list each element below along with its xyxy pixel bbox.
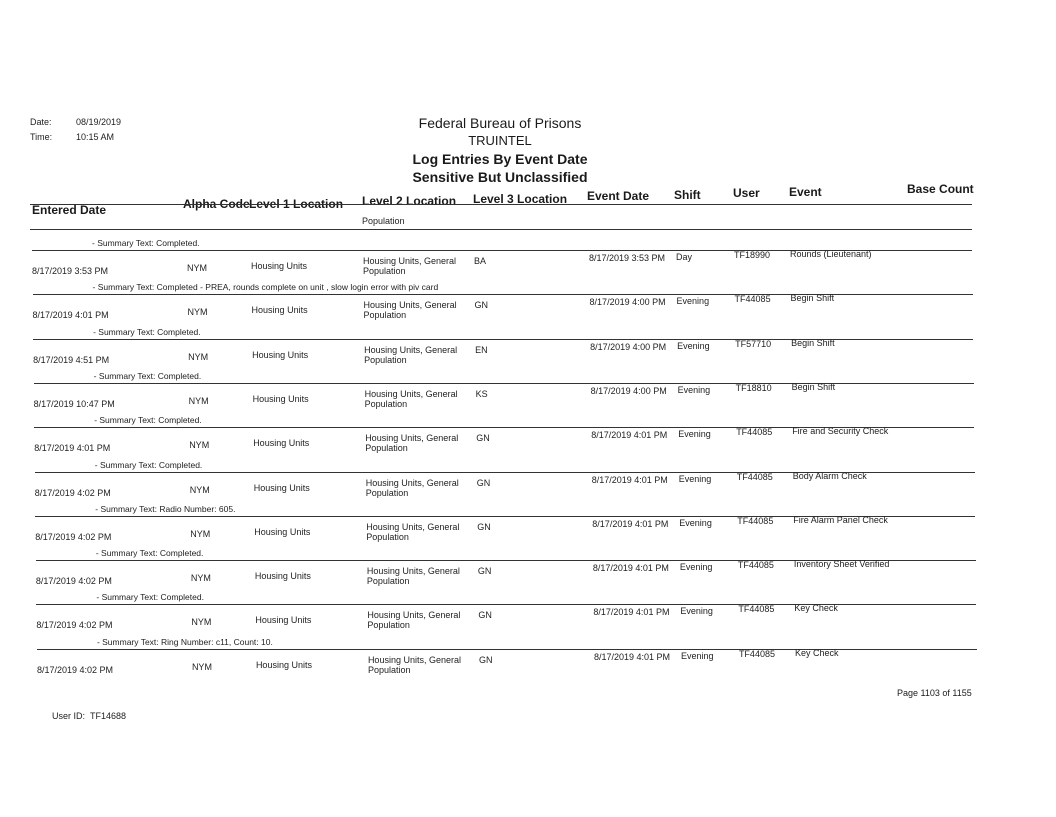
print-date-label: Date: bbox=[30, 117, 52, 127]
carryover-population: Population bbox=[362, 216, 405, 226]
print-date-value: 08/19/2019 bbox=[76, 117, 122, 127]
shift-cell: Evening bbox=[677, 384, 711, 395]
user-cell: TF44085 bbox=[738, 604, 775, 615]
entered-date-cell: 8/17/2019 4:51 PM bbox=[33, 354, 110, 365]
user-id-label: User ID: bbox=[52, 711, 86, 721]
title-agency: Federal Bureau of Prisons bbox=[418, 115, 582, 131]
summary-text: - Summary Text: Completed. bbox=[94, 459, 203, 470]
level3-cell: GN bbox=[474, 300, 489, 311]
summary-text: - Summary Text: Completed. bbox=[93, 370, 202, 381]
summary-text: - Summary Text: Completed. bbox=[95, 548, 204, 559]
level3-cell: GN bbox=[478, 610, 492, 621]
level1-cell: Housing Units bbox=[251, 261, 308, 271]
level1-cell: Housing Units bbox=[254, 571, 311, 582]
col-entered-date: Entered Date bbox=[32, 203, 107, 217]
level2-cell: Housing Units, General Population bbox=[365, 433, 459, 454]
shift-cell: Evening bbox=[680, 606, 713, 617]
user-cell: TF44085 bbox=[736, 471, 773, 482]
level2-cell: Housing Units, General Population bbox=[366, 566, 460, 587]
entered-date-cell: 8/17/2019 4:02 PM bbox=[36, 664, 113, 675]
header-rule bbox=[30, 204, 972, 205]
event-date-cell: 8/17/2019 4:01 PM bbox=[593, 607, 670, 618]
print-date bbox=[30, 117, 121, 127]
event-cell: Inventory Sheet Verified bbox=[793, 559, 890, 570]
shift-cell: Evening bbox=[678, 429, 711, 440]
level3-cell: GN bbox=[476, 433, 490, 444]
event-date-cell: 8/17/2019 3:53 PM bbox=[589, 253, 666, 263]
col-user: User bbox=[733, 186, 760, 200]
entered-date-cell: 8/17/2019 4:01 PM bbox=[34, 443, 111, 454]
event-cell: Fire and Security Check bbox=[792, 426, 889, 437]
event-cell: Begin Shift bbox=[791, 381, 836, 392]
alpha-code-cell: NYM bbox=[187, 307, 208, 318]
title-system: TRUINTEL bbox=[468, 133, 532, 148]
event-date-cell: 8/17/2019 4:00 PM bbox=[590, 385, 667, 396]
summary-text: - Summary Text: Ring Number: c11, Count: 10. bbox=[96, 636, 273, 647]
event-cell: Rounds (Lieutenant) bbox=[790, 249, 872, 259]
level3-cell: GN bbox=[477, 521, 491, 532]
level2-cell: Housing Units, General Population bbox=[365, 477, 459, 498]
event-date-cell: 8/17/2019 4:01 PM bbox=[591, 430, 668, 441]
print-time bbox=[30, 132, 114, 142]
col-alpha-code: Alpha Code bbox=[183, 197, 250, 211]
user-id-value: TF14688 bbox=[90, 711, 127, 721]
col-event: Event bbox=[789, 185, 822, 199]
event-cell: Key Check bbox=[794, 603, 838, 614]
level2-cell: Housing Units, General Population bbox=[367, 654, 461, 675]
event-cell: Key Check bbox=[794, 647, 839, 658]
shift-cell: Evening bbox=[680, 650, 714, 661]
event-date-cell: 8/17/2019 4:01 PM bbox=[592, 563, 669, 574]
level2-cell: Housing Units, General Population bbox=[366, 521, 460, 542]
user-cell: TF18810 bbox=[735, 382, 772, 393]
shift-cell: Evening bbox=[679, 562, 713, 573]
col-level1: Level 1 Location bbox=[249, 197, 344, 211]
entered-date-cell: 8/17/2019 4:02 PM bbox=[36, 620, 113, 631]
title-classification: Sensitive But Unclassified bbox=[412, 169, 588, 185]
col-level3: Level 3 Location bbox=[473, 192, 568, 206]
event-date-cell: 8/17/2019 4:01 PM bbox=[593, 651, 670, 662]
alpha-code-cell: NYM bbox=[190, 528, 211, 539]
level1-cell: Housing Units bbox=[255, 615, 312, 626]
level2-cell: Housing Units, General Population bbox=[363, 300, 457, 321]
event-cell: Begin Shift bbox=[791, 337, 835, 348]
level3-cell: GN bbox=[477, 566, 492, 577]
shift-cell: Evening bbox=[678, 473, 712, 484]
entered-date-cell: 8/17/2019 3:53 PM bbox=[32, 266, 109, 276]
level3-cell: KS bbox=[475, 388, 488, 399]
shift-cell: Evening bbox=[677, 340, 710, 351]
event-date-cell: 8/17/2019 4:00 PM bbox=[589, 297, 666, 308]
level1-cell: Housing Units bbox=[252, 349, 309, 360]
level2-cell: Housing Units, General Population bbox=[367, 610, 461, 631]
user-cell: TF18990 bbox=[734, 250, 771, 260]
title-report: Log Entries By Event Date bbox=[412, 151, 588, 167]
user-cell: TF44085 bbox=[738, 648, 775, 659]
shift-cell: Day bbox=[676, 252, 693, 262]
alpha-code-cell: NYM bbox=[191, 617, 212, 628]
level1-cell: Housing Units bbox=[254, 526, 311, 537]
shift-cell: Evening bbox=[679, 517, 712, 528]
user-cell: TF44085 bbox=[736, 427, 773, 438]
user-cell: TF44085 bbox=[734, 294, 771, 305]
alpha-code-cell: NYM bbox=[188, 395, 209, 406]
print-time-label: Time: bbox=[30, 132, 53, 142]
summary-text: - Summary Text: Completed. bbox=[96, 592, 204, 603]
user-cell: TF44085 bbox=[737, 560, 774, 571]
summary-text: - Summary Text: Completed. bbox=[93, 326, 201, 337]
event-cell: Fire Alarm Panel Check bbox=[793, 514, 888, 525]
level3-cell: GN bbox=[476, 477, 491, 488]
summary-text: - Summary Text: Completed - PREA, rounds complete on unit , slow login error with piv card bbox=[92, 282, 439, 293]
level1-cell: Housing Units bbox=[252, 393, 309, 404]
alpha-code-cell: NYM bbox=[189, 440, 210, 451]
entered-date-cell: 8/17/2019 4:02 PM bbox=[35, 576, 112, 587]
user-cell: TF57710 bbox=[735, 338, 772, 349]
col-shift: Shift bbox=[674, 188, 701, 202]
level1-cell: Housing Units bbox=[255, 659, 312, 670]
entered-date-cell: 8/17/2019 4:02 PM bbox=[35, 531, 112, 542]
event-date-cell: 8/17/2019 4:01 PM bbox=[592, 518, 669, 529]
alpha-code-cell: NYM bbox=[187, 263, 207, 273]
summary-text: - Summary Text: Completed. bbox=[94, 415, 202, 426]
col-event-date: Event Date bbox=[587, 189, 650, 203]
user-cell: TF44085 bbox=[737, 515, 774, 526]
level1-cell: Housing Units bbox=[253, 482, 310, 493]
summary-text: - Summary Text: Radio Number: 605. bbox=[95, 503, 236, 514]
level3-cell: GN bbox=[478, 654, 493, 665]
col-level2: Level 2 Location bbox=[362, 194, 457, 208]
user-id bbox=[52, 711, 126, 721]
col-base-count: Base Count bbox=[907, 182, 974, 196]
event-date-cell: 8/17/2019 4:00 PM bbox=[590, 341, 667, 352]
level2-cell: Housing Units, General Population bbox=[363, 256, 457, 276]
page-number: Page 1103 of 1155 bbox=[897, 688, 972, 698]
alpha-code-cell: NYM bbox=[191, 661, 212, 672]
summary-text: - Summary Text: Completed. bbox=[92, 238, 200, 248]
level1-cell: Housing Units bbox=[251, 305, 308, 316]
carryover-rule bbox=[30, 229, 972, 230]
shift-cell: Evening bbox=[676, 296, 710, 307]
event-date-cell: 8/17/2019 4:01 PM bbox=[591, 474, 668, 485]
level3-cell: EN bbox=[475, 344, 488, 355]
level2-cell: Housing Units, General Population bbox=[364, 344, 458, 365]
level1-cell: Housing Units bbox=[253, 438, 310, 449]
event-cell: Body Alarm Check bbox=[792, 470, 867, 481]
entered-date-cell: 8/17/2019 10:47 PM bbox=[33, 398, 115, 409]
entered-date-cell: 8/17/2019 4:01 PM bbox=[32, 310, 109, 321]
level2-cell: Housing Units, General Population bbox=[364, 388, 458, 409]
alpha-code-cell: NYM bbox=[190, 573, 211, 584]
entered-date-cell: 8/17/2019 4:02 PM bbox=[34, 487, 111, 498]
print-time-value: 10:15 AM bbox=[76, 132, 115, 142]
event-cell: Begin Shift bbox=[790, 293, 835, 304]
alpha-code-cell: NYM bbox=[188, 351, 209, 362]
alpha-code-cell: NYM bbox=[189, 484, 210, 495]
level3-cell: BA bbox=[474, 256, 487, 266]
